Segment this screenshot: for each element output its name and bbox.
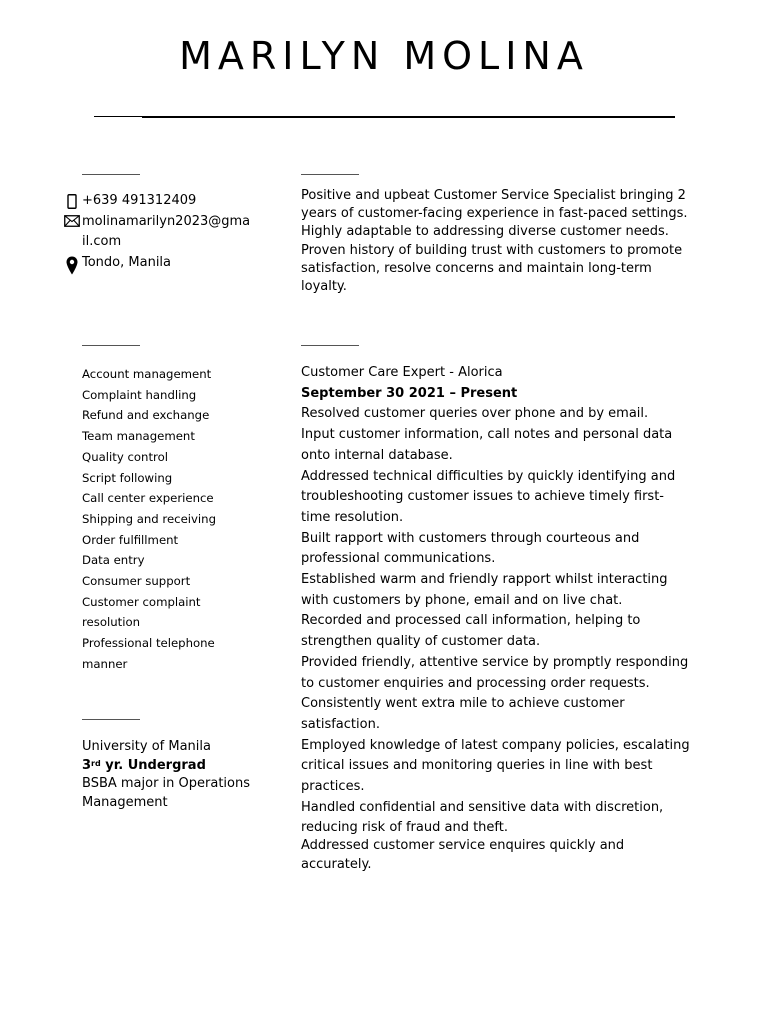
skill-item: Call center experience: [82, 491, 214, 506]
experience-block: [301, 363, 693, 874]
skill-item: Professional telephone manner: [82, 636, 215, 671]
skill-item: Team management: [82, 429, 195, 444]
job-duty: Addressed customer service enquires quickly and accurately.: [301, 838, 625, 872]
skill-item: Account management: [82, 367, 212, 381]
job-duty: Recorded and processed call information, helping to strengthen quality of customer data.: [301, 613, 641, 650]
job-duty: Built rapport with customers through courteous and professional communications.: [301, 530, 640, 567]
skill-item: Shipping and receiving: [82, 511, 216, 526]
contact-block: [62, 191, 252, 275]
contact-location-row: [62, 253, 252, 275]
header-rule-short: [94, 116, 142, 117]
contact-phone-row: [62, 191, 252, 212]
education-year-number: 3: [82, 757, 92, 773]
contact-section-rule: [82, 174, 140, 175]
skills-list: [82, 364, 262, 675]
education-year-suffix: rd: [91, 758, 101, 768]
job-duty: Handled confidential and sensitive data with discretion, reducing risk of fraud and theft.: [301, 799, 664, 836]
job-duty: Resolved customer queries over phone and by email.: [301, 406, 649, 422]
experience-section-rule: [301, 345, 359, 346]
education-year: [82, 757, 262, 776]
education-school: University of Manila: [82, 739, 211, 754]
resume-name: MARILYN MOLINA: [179, 34, 589, 78]
contact-email-row: [62, 212, 252, 253]
job-dates: September 30 2021 – Present: [301, 385, 518, 401]
skill-item: Consumer support: [82, 574, 191, 589]
job-duty: Addressed technical difficulties by quickly identifying and troubleshooting customer issues to achieve timely first-time resolution.: [301, 468, 676, 525]
job-duty: Consistently went extra mile to achieve customer satisfaction.: [301, 696, 625, 732]
education-degree: BSBA major in Operations Management: [82, 776, 251, 810]
skill-item: Quality control: [82, 449, 168, 464]
professional-summary: Positive and upbeat Customer Service Specialist bringing 2 years of customer-facing experience in fast-paced settings. Highly adaptable to addressing diverse customer needs. Proven history of building trust with customers to promote satisfaction, resolve concerns and maintain long-term loyalty.: [301, 188, 688, 295]
education-year-label: yr. Undergrad: [100, 757, 206, 773]
education-section-rule: [82, 719, 140, 720]
education-block: [82, 738, 262, 812]
job-title: Customer Care Expert - Alorica: [301, 365, 503, 380]
summary-section-rule: [301, 174, 359, 175]
phone-icon: [62, 191, 82, 209]
contact-phone: +639 491312409: [82, 193, 197, 208]
map-pin-icon: [62, 253, 82, 275]
skill-item: Data entry: [82, 553, 145, 568]
skill-item: Order fulfillment: [82, 532, 179, 547]
skills-section-rule: [82, 345, 140, 346]
skill-item: Complaint handling: [82, 387, 197, 402]
job-duty: Provided friendly, attentive service by promptly responding to customer enquiries and processing order requests.: [301, 654, 689, 691]
contact-location: Tondo, Manila: [82, 254, 172, 270]
job-duty: Input customer information, call notes and personal data onto internal database.: [301, 427, 673, 463]
skill-item: Customer complaint resolution: [82, 594, 201, 630]
contact-email[interactable]: molinamarilyn2023@gmail.com: [82, 213, 251, 249]
envelope-icon: [62, 212, 82, 227]
job-duty: Employed knowledge of latest company policies, escalating critical issues and monitoring queries in line with best practices.: [301, 737, 690, 795]
skill-item: Refund and exchange: [82, 408, 210, 423]
header-rule: [142, 116, 675, 118]
skill-item: Script following: [82, 470, 173, 485]
job-duty: Established warm and friendly rapport whilst interacting with customers by phone, email and on live chat.: [301, 572, 668, 608]
